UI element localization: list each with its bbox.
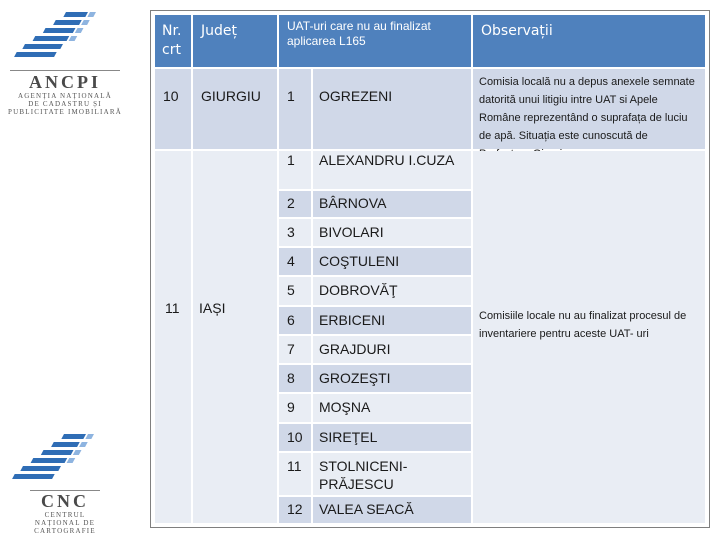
cnc-logo-line-3: CARTOGRAFIE [34,527,96,535]
row-uat-text: ALEXANDRU I.CUZA [319,152,455,168]
sidebar [0,0,130,540]
row-index-text: 1 [287,88,295,104]
table-row-uat [313,277,471,305]
ancpi-logo-line-1: AGENȚIA NAȚIONALĂ [17,92,113,100]
table-row-uat [313,307,471,334]
cnc-logo-mark [0,430,130,488]
group-10-observatii [473,69,705,149]
row-uat-text: VALEA SEACĂ [319,501,414,517]
header-uat [279,15,471,67]
ancpi-logo-mark [0,8,130,68]
table-row-index [279,424,311,451]
cnc-logo-line-1: CENTRUL [44,511,86,519]
table-row-uat [313,336,471,363]
row-index-text: 12 [287,501,303,517]
row-uat-text: GROZEŞTI [319,370,391,386]
table-row-uat [313,69,471,149]
row-uat-text: SIREŢEL [319,429,378,445]
row-index-text: 5 [287,282,295,298]
table-row-uat [313,394,471,422]
table-row-uat [313,497,471,523]
table-row-index [279,307,311,334]
table-row-uat [313,151,471,189]
header-judet [193,15,277,67]
ancpi-logo-name: ANCPI [29,72,101,92]
table-row-index [279,497,311,523]
group-11-judet [193,151,277,523]
row-index-text: 3 [287,224,295,240]
table-row-uat [313,219,471,246]
group-10-nr-text: 10 [163,88,179,104]
row-uat-text: OGREZENI [319,88,393,104]
row-index-text: 4 [287,253,295,269]
group-11-observatii [473,151,705,523]
row-index-text: 2 [287,195,295,211]
group-11-observatii-text: Comisiile locale nu au finalizat procesul de inventariere pentru aceste UAT- uri [479,310,687,340]
table-row-index [279,394,311,422]
group-11-nr [155,151,191,523]
group-10-judet [193,69,277,149]
table-row-index [279,69,311,149]
row-uat-text: DOBROVĂŢ [319,282,398,298]
cnc-logo-name: CNC [41,491,89,511]
table-row-index [279,191,311,217]
table-row-index [279,219,311,246]
header-nr-crt-label: Nr. crt [162,23,182,58]
ancpi-rule [10,70,120,71]
row-index-text: 10 [287,429,303,445]
ancpi-logo-line-2: DE CADASTRU ȘI [28,100,102,108]
table-row-uat [313,191,471,217]
table-row-uat [313,365,471,392]
header-judet-label: Județ [201,23,237,39]
header-observatii-label: Observații [481,23,553,39]
ancpi-logo-line-3: PUBLICITATE IMOBILIARĂ [8,108,122,116]
header-nr-crt [155,15,191,67]
header-observatii [473,15,705,67]
row-uat-text: STOLNICENI-PRĂJESCU [319,458,408,492]
row-index-text: 8 [287,370,295,386]
group-10-observatii-text: Comisia locală nu a depus anexele semnate datorită unui litigiu intre UAT si Apele Române reprezentând o suprafața de luciu de apă. Situația este cunoscută de [479,76,695,142]
row-uat-text: GRAJDURI [319,341,391,357]
group-11-judet-text: IAȘI [199,300,226,316]
row-uat-text: BIVOLARI [319,224,384,240]
table-row-uat [313,453,471,495]
row-uat-text: MOŞNA [319,399,371,415]
table-row-index [279,336,311,363]
table-row-index [279,277,311,305]
header-uat-label: UAT-uri care nu au finalizat aplicarea L165 [287,19,431,48]
row-index-text: 7 [287,341,295,357]
row-index-text: 11 [287,458,302,474]
group-10-nr [155,69,191,149]
cnc-logo-line-2: NAȚIONAL DE [34,519,96,527]
row-index-text: 9 [287,399,295,415]
group-10-judet-text: GIURGIU [201,88,261,104]
table-row-uat [313,424,471,451]
table-row-index [279,248,311,275]
uat-table [150,10,710,528]
row-index-text: 1 [287,152,295,168]
group-11-nr-text: 11 [165,300,180,316]
row-index-text: 6 [287,312,295,328]
table-row-index [279,453,311,495]
table-row-index [279,365,311,392]
row-uat-text: BÂRNOVA [319,195,387,211]
row-uat-text: COŞTULENI [319,253,400,269]
row-uat-text: ERBICENI [319,312,386,328]
table-row-uat [313,248,471,275]
table-row-index [279,151,311,189]
